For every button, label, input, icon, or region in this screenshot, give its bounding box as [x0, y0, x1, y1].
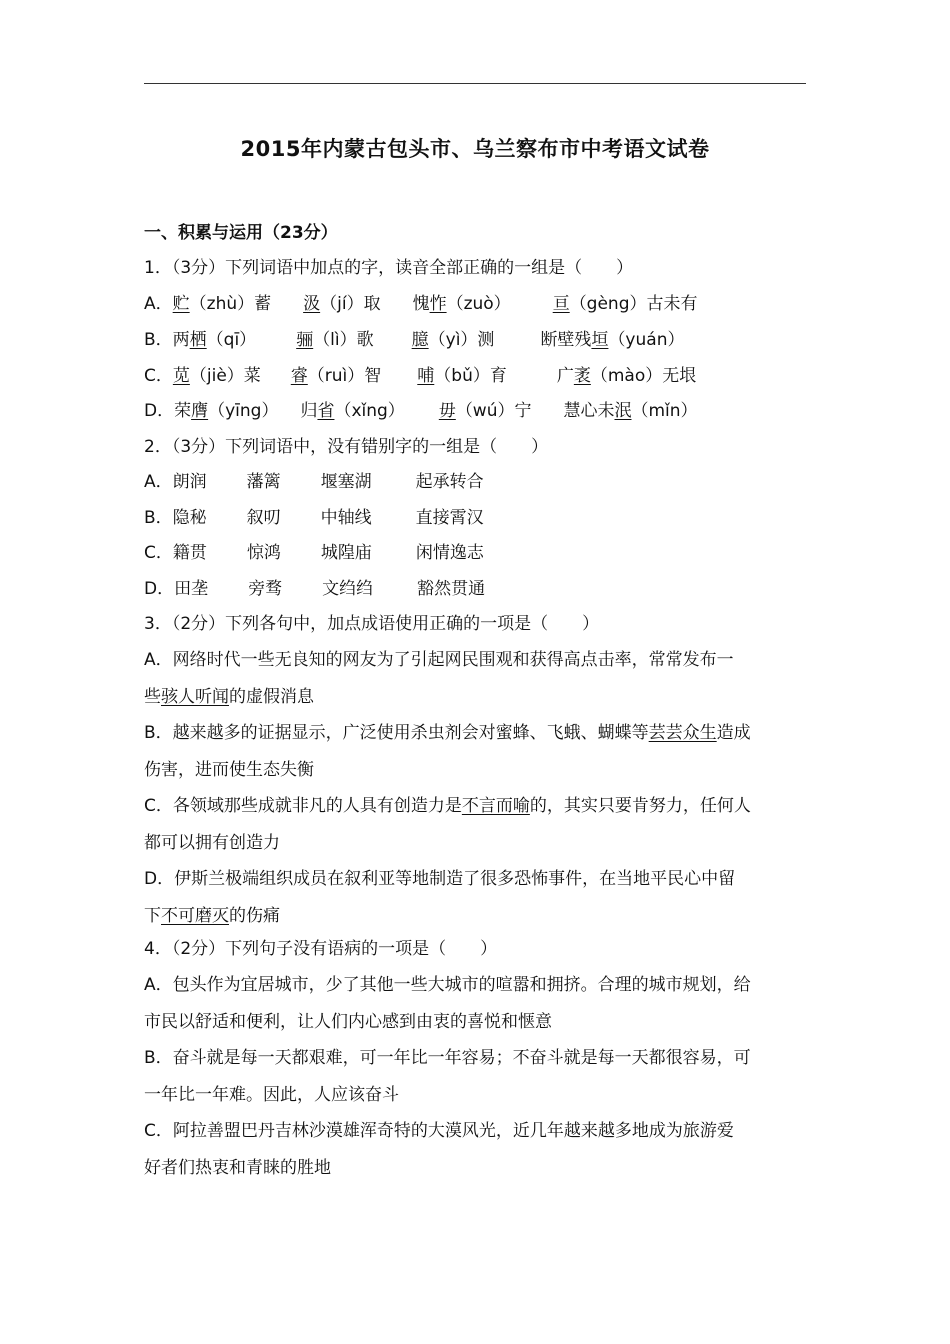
q4-option-b-line2: 一年比一年难。因此，人应该奋斗	[144, 1085, 399, 1105]
q4-option-a-line2: 市民以舒适和便利，让人们内心感到由衷的喜悦和惬意	[144, 1012, 552, 1032]
q1-stem: 1．（3分）下列词语中加点的字，读音全部正确的一组是（ ）	[144, 258, 634, 278]
q4-option-b-line1: B．奋斗就是每一天都艰难，可一年比一年容易；不奋斗就是每一天都很容易，可	[144, 1048, 751, 1068]
q4-stem: 4．（2分）下列句子没有语病的一项是（ ）	[144, 939, 498, 959]
q3-option-c-line1: C．各领域那些成就非凡的人具有创造力是不言而喻的，其实只要肯努力，任何人	[144, 796, 751, 816]
q3-stem: 3．（2分）下列各句中，加点成语使用正确的一项是（ ）	[144, 614, 600, 634]
q1-option-b: B．两栖（qī） 骊（lì）歌 臆（yì）测 断壁残垣（yuán）	[144, 330, 685, 350]
q1-option-a: A．贮（zhù）蓄 汲（jí）取 愧怍（zuò） 亘（gèng）古未有	[144, 294, 698, 314]
header-rule	[144, 83, 806, 84]
q4-option-c-line2: 好者们热衷和青睐的胜地	[144, 1158, 331, 1178]
q2-option-a: A．朗润 藩篱 堰塞湖 起承转合	[144, 472, 484, 492]
q4-option-c-line1: C．阿拉善盟巴丹吉林沙漠雄浑奇特的大漠风光，近几年越来越多地成为旅游爱	[144, 1121, 734, 1141]
page-title: 2015年内蒙古包头市、乌兰察布市中考语文试卷	[240, 137, 710, 161]
q2-option-c: C．籍贯 惊鸿 城隍庙 闲情逸志	[144, 543, 484, 563]
q2-stem: 2．（3分）下列词语中，没有错别字的一组是（ ）	[144, 437, 549, 457]
q3-option-a-line1: A．网络时代一些无良知的网友为了引起网民围观和获得高点击率，常常发布一	[144, 650, 734, 670]
q3-option-b-line2: 伤害，进而使生态失衡	[144, 760, 314, 780]
q3-option-d-line2: 下不可磨灭的伤痛	[144, 906, 280, 926]
q3-option-c-line2: 都可以拥有创造力	[144, 833, 280, 853]
q3-option-d-line1: D．伊斯兰极端组织成员在叙利亚等地制造了很多恐怖事件，在当地平民心中留	[144, 869, 736, 889]
q3-option-b-line1: B．越来越多的证据显示，广泛使用杀虫剂会对蜜蜂、飞蛾、蝴蝶等芸芸众生造成	[144, 723, 751, 743]
q2-option-b: B．隐秘 叙叨 中轴线 直接霄汉	[144, 508, 484, 528]
q2-option-d: D．田垄 旁骛 文绉绉 豁然贯通	[144, 579, 486, 599]
q1-option-d: D．荣膺（yīng） 归省（xǐng） 毋（wú）宁 慧心未泯（mǐn）	[144, 401, 698, 421]
q3-option-a-line2: 些骇人听闻的虚假消息	[144, 687, 314, 707]
q1-option-c: C．苋（jiè）菜 睿（ruì）智 哺（bǔ）育 广袤（mào）无垠	[144, 366, 697, 386]
q4-option-a-line1: A．包头作为宜居城市，少了其他一些大城市的喧嚣和拥挤。合理的城市规划，给	[144, 975, 751, 995]
section-heading: 一、积累与运用（23分）	[144, 223, 338, 243]
